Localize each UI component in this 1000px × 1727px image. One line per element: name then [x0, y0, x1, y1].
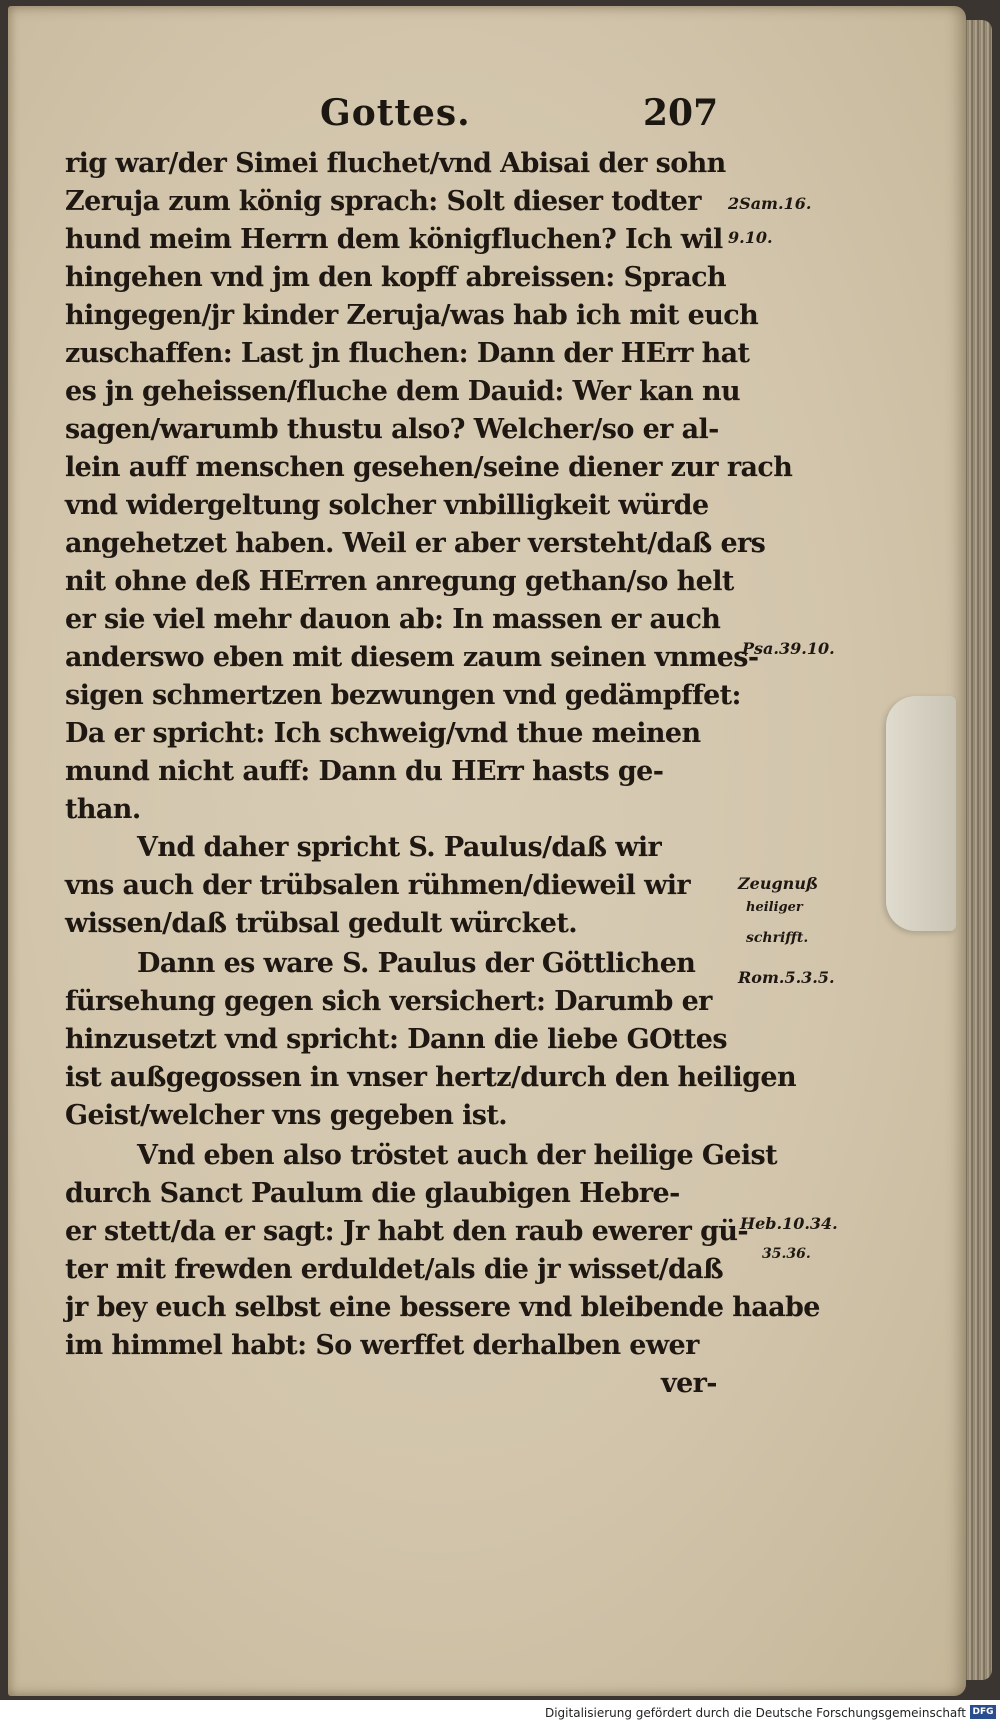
- marginal-note: heiliger: [746, 900, 803, 915]
- text-line: Zeruja zum könig sprach: Solt dieser todter: [65, 186, 701, 217]
- text-line: wissen/daß trübsal gedult würcket.: [65, 908, 578, 939]
- marginal-note: 2Sam.16.: [728, 194, 812, 213]
- marginal-note: schrifft.: [746, 930, 809, 946]
- page-clip: [886, 696, 956, 931]
- text-line: hund meim Herrn dem königfluchen? Ich wil: [65, 224, 723, 255]
- text-line: mund nicht auff: Dann du HErr hasts ge-: [65, 756, 664, 787]
- text-line: im himmel habt: So werffet derhalben ewer: [65, 1330, 699, 1361]
- text-line: durch Sanct Paulum die glaubigen Hebre-: [65, 1178, 680, 1209]
- text-line: Geist/welcher vns gegeben ist.: [65, 1100, 508, 1131]
- text-line: Da er spricht: Ich schweig/vnd thue meinen: [65, 718, 701, 749]
- dfg-logo: DFG: [970, 1705, 996, 1719]
- text-line: angehetzet haben. Weil er aber versteht/daß ers: [65, 528, 766, 559]
- page-header: [8, 92, 966, 132]
- text-line: fürsehung gegen sich versichert: Darumb er: [65, 986, 712, 1017]
- marginal-note: 9.10.: [728, 228, 773, 247]
- text-line: er stett/da er sagt: Jr habt den raub ewerer gü-: [65, 1216, 748, 1247]
- text-line: sagen/warumb thustu also? Welcher/so er al-: [65, 414, 719, 445]
- funding-credit: Digitalisierung gefördert durch die Deutsche Forschungsgemeinschaft: [544, 1706, 966, 1720]
- text-line: hingehen vnd jm den kopff abreissen: Sprach: [65, 262, 727, 293]
- text-line: rig war/der Simei fluchet/vnd Abisai der sohn: [65, 148, 726, 179]
- running-head: Gottes.: [320, 92, 471, 134]
- book-page: [8, 6, 966, 1696]
- text-line: Vnd daher spricht S. Paulus/daß wir: [137, 832, 662, 863]
- text-line: hinzusetzt vnd spricht: Dann die liebe GOttes: [65, 1024, 727, 1055]
- text-line: Vnd eben also tröstet auch der heilige Geist: [137, 1140, 777, 1171]
- text-line: nit ohne deß HErren anregung gethan/so helt: [65, 566, 734, 597]
- marginal-note: Zeugnuß: [738, 874, 819, 893]
- text-line: than.: [65, 794, 141, 825]
- marginal-note: 35.36.: [762, 1246, 811, 1262]
- marginal-note: Psa.39.10.: [742, 639, 835, 658]
- catchword: ver-: [661, 1368, 717, 1399]
- text-line: jr bey euch selbst eine bessere vnd bleibende haabe: [65, 1292, 820, 1323]
- marginal-note: Rom.5.3.5.: [738, 968, 835, 987]
- text-line: sigen schmertzen bezwungen vnd gedämpffet:: [65, 680, 741, 711]
- text-line: es jn geheissen/fluche dem Dauid: Wer kan nu: [65, 376, 741, 407]
- marginal-note: Heb.10.34.: [740, 1214, 838, 1233]
- text-line: er sie viel mehr dauon ab: In massen er auch: [65, 604, 721, 635]
- page-number: 207: [643, 92, 719, 134]
- footer: [0, 1700, 1000, 1727]
- text-line: ter mit frewden erduldet/als die jr wisset/daß: [65, 1254, 724, 1285]
- text-line: anderswo eben mit diesem zaum seinen vnmes-: [65, 642, 759, 673]
- text-line: ist außgegossen in vnser hertz/durch den heiligen: [65, 1062, 796, 1093]
- text-line: zuschaffen: Last jn fluchen: Dann der HErr hat: [65, 338, 750, 369]
- text-line: Dann es ware S. Paulus der Göttlichen: [137, 948, 696, 979]
- text-line: vns auch der trübsalen rühmen/dieweil wir: [65, 870, 691, 901]
- text-line: vnd widergeltung solcher vnbilligkeit würde: [65, 490, 709, 521]
- text-line: hingegen/jr kinder Zeruja/was hab ich mit euch: [65, 300, 759, 331]
- text-line: lein auff menschen gesehen/seine diener zur rach: [65, 452, 793, 483]
